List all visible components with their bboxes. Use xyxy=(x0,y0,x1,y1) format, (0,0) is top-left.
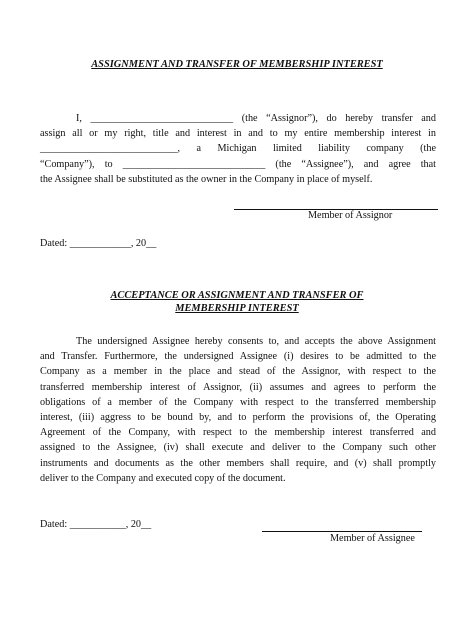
assignee-signature-label: Member of Assignee xyxy=(330,533,415,544)
paragraph-line: assigned to the Assignee, (iv) shall execute and deliver to the Company such other xyxy=(40,442,436,454)
paragraph-line: the Assignee shall be substituted as the owner in the Company in place of myself. xyxy=(40,173,373,185)
paragraph-line: Agreement of the Company, with respect to the membership interest transferred and xyxy=(40,427,436,439)
paragraph-line: instruments and documents as the other members shall require, and (v) shall promptly xyxy=(40,457,436,469)
section1-title: ASSIGNMENT AND TRANSFER OF MEMBERSHIP INTEREST xyxy=(91,59,383,70)
paragraph-line: assign all or my right, title and interest in and to my entire membership interest in xyxy=(40,128,436,140)
paragraph-line: The undersigned Assignee hereby consents to, and accepts the above Assignment xyxy=(76,336,436,347)
paragraph-line: ___________________________, a Michigan limited liability company (the xyxy=(40,143,436,155)
paragraph-line: obligations of a member of the Company with respect to the transferred membership xyxy=(40,396,436,408)
section2-title-line1: ACCEPTANCE OR ASSIGNMENT AND TRANSFER OF xyxy=(110,290,364,301)
paragraph-line: Company as a member in the place and stead of the Assignor, with respect to the xyxy=(40,366,436,378)
assignment-paragraph xyxy=(40,111,436,187)
paragraph-line: transferred membership interest of Assignor, (ii) assumes and agrees to perform the xyxy=(40,381,436,393)
paragraph-line: deliver to the Company and executed copy of the document. xyxy=(40,472,286,484)
assignor-dated-line: Dated: ____________, 20__ xyxy=(40,238,157,249)
assignor-signature-label: Member of Assignor xyxy=(308,210,393,221)
acceptance-paragraph xyxy=(40,334,436,486)
section2-title-line2: MEMBERSHIP INTEREST xyxy=(175,303,299,314)
paragraph-line: interest, (iii) aggress to be bound by, and to perform the provisions of, the Operating xyxy=(40,412,436,424)
paragraph-line: and Transfer. Furthermore, the undersigned Assignee (i) desires to be admitted to the xyxy=(40,351,436,363)
paragraph-line: I, ____________________________ (the “Assignor”), do hereby transfer and xyxy=(76,113,436,124)
assignee-dated-line: Dated: ___________, 20__ xyxy=(40,519,152,530)
paragraph-line: “Company”), to ____________________________ (the “Assignee”), and agree that xyxy=(40,158,436,170)
